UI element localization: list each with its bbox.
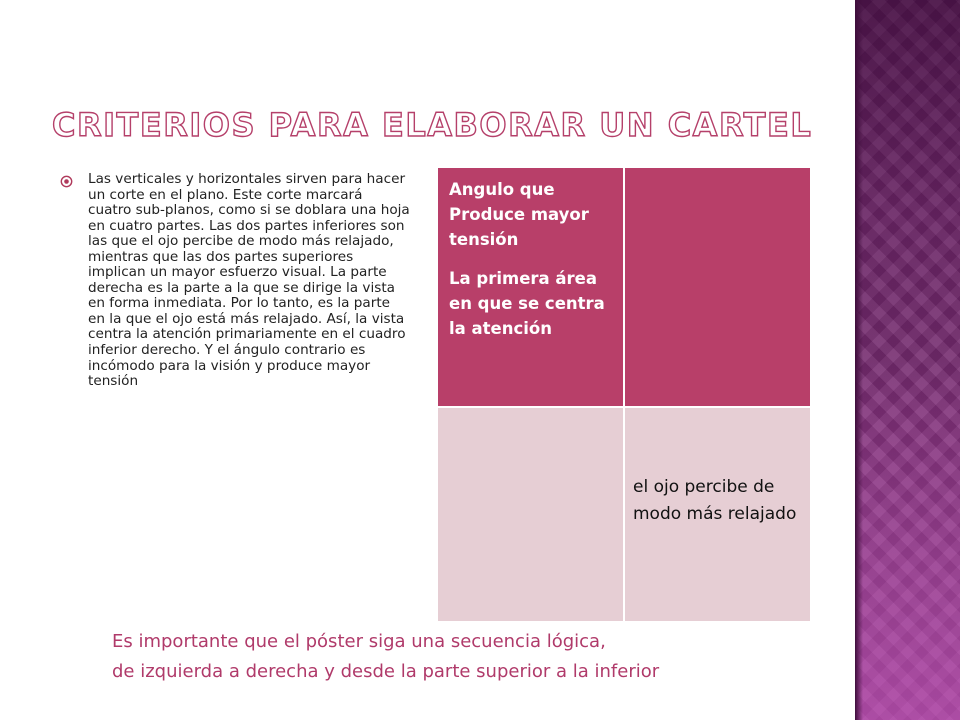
bullet-text: Las verticales y horizontales sirven para hacer un corte en el plano. Este corte marcará cuatro sub-planos, como si se doblara una hoja en cuatro partes. Las dos partes inferiores son las que el ojo percibe de modo más relajado, mientras que las dos partes superiores implican un mayor esfuerzo visual. La parte derecha es la parte a la que se dirige la vista en forma inmediata. Por lo tanto, es la parte en la que el ojo está más relajado. Así, la vista centra la atención primariamente en el cuadro inferior derecho. Y el ángulo contrario es incómodo para la visión y produce mayor tensión [88, 171, 410, 390]
side-strip-edge [855, 0, 863, 720]
top-left-line-attention: La primera área en que se centra la atención [449, 269, 605, 338]
quadrant-grid [438, 168, 810, 621]
quadrant-top-left [438, 168, 623, 406]
decorative-side-strip [855, 0, 960, 720]
quadrant-bottom-right-text: el ojo percibe de modo más relajado [633, 477, 797, 524]
footer-note [112, 627, 659, 687]
footer-line-2: de izquierda a derecha y desde la parte superior a la inferior [112, 661, 660, 682]
quadrant-top-left-text [449, 177, 619, 341]
slide-title: CRITERIOS PARA ELABORAR UN CARTEL [52, 106, 813, 144]
top-left-line-tension: Angulo que Produce mayor tensión [449, 180, 589, 249]
footer-line-1: Es importante que el póster siga una secuencia lógica, [112, 631, 606, 652]
circled-dot-bullet-icon [60, 175, 73, 188]
quadrant-bottom-right [625, 408, 810, 621]
quadrant-bottom-left [438, 408, 623, 621]
quadrant-top-right [625, 168, 810, 406]
